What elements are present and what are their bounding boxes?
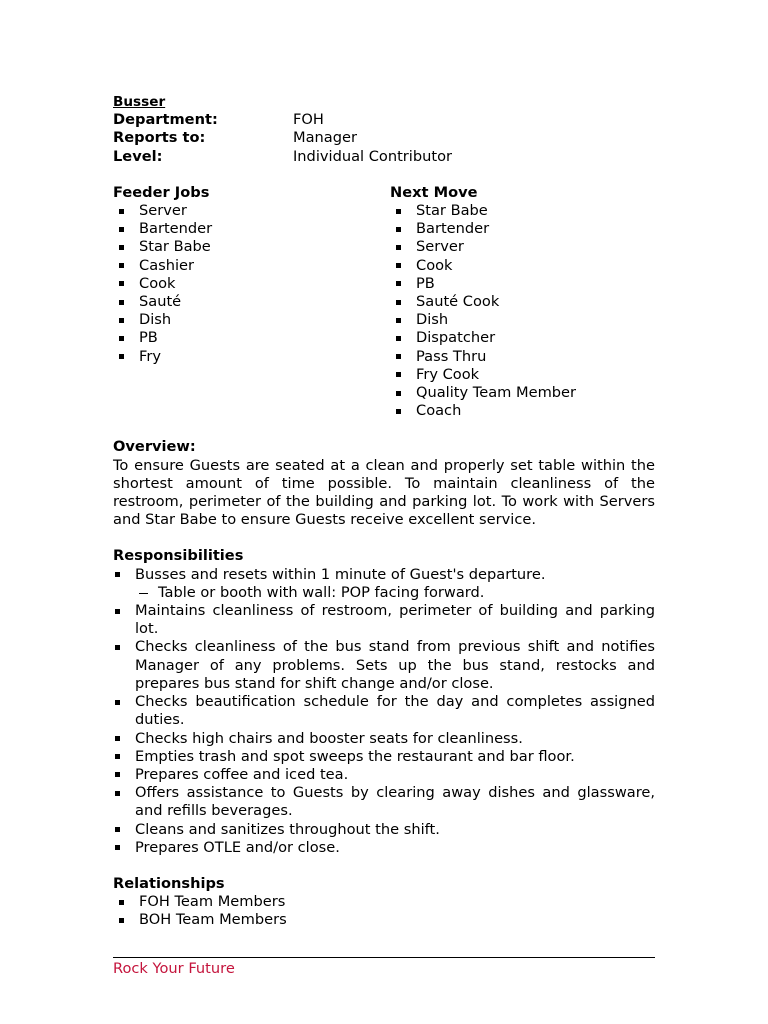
relationship-item: BOH Team Members	[113, 911, 655, 929]
next-move-section	[390, 184, 655, 421]
job-description	[113, 93, 655, 930]
feeder-job-item: Sauté	[113, 293, 390, 311]
responsibility-item: Checks beautification schedule for the day and completes assigned duties.	[113, 693, 655, 729]
responsibility-item: Busses and resets within 1 minute of Guest's departure.	[113, 566, 655, 584]
overview-heading: Overview:	[113, 438, 196, 456]
page-footer	[113, 957, 655, 978]
meta-value: FOH	[293, 111, 324, 129]
career-path	[113, 184, 655, 421]
responsibility-item: Prepares coffee and iced tea.	[113, 766, 655, 784]
overview-section	[113, 438, 655, 529]
responsibility-subitem: Table or booth with wall: POP facing forward.	[113, 584, 655, 602]
meta-row-reports-to	[113, 129, 655, 147]
feeder-job-item: Dish	[113, 311, 390, 329]
relationships-heading: Relationships	[113, 874, 225, 892]
meta-label: Department:	[113, 111, 218, 129]
responsibility-item: Cleans and sanitizes throughout the shift.	[113, 821, 655, 839]
relationships-list	[113, 893, 655, 929]
meta-row-level	[113, 148, 655, 166]
meta-value: Individual Contributor	[293, 147, 453, 165]
responsibility-item: Empties trash and spot sweeps the restaurant and bar floor.	[113, 748, 655, 766]
responsibilities-section	[113, 547, 655, 856]
meta-label: Reports to:	[113, 129, 206, 147]
relationships-section	[113, 875, 655, 930]
next-move-item: Cook	[390, 257, 655, 275]
next-move-list	[390, 202, 655, 420]
next-move-heading: Next Move	[390, 183, 478, 201]
feeder-job-item: PB	[113, 329, 390, 347]
next-move-item: PB	[390, 275, 655, 293]
next-move-item: Quality Team Member	[390, 384, 655, 402]
next-move-item: Pass Thru	[390, 348, 655, 366]
spacer	[113, 857, 655, 875]
feeder-job-item: Fry	[113, 348, 390, 366]
feeder-job-item: Bartender	[113, 220, 390, 238]
responsibility-item: Checks cleanliness of the bus stand from previous shift and notifies Manager of any problems. Sets up the bus stand, restocks and prepares bus stand for shift change and/or close.	[113, 638, 655, 693]
meta-block	[113, 111, 655, 166]
footer-text: Rock Your Future	[113, 960, 235, 977]
next-move-item: Dispatcher	[390, 329, 655, 347]
responsibility-item: Prepares OTLE and/or close.	[113, 839, 655, 857]
feeder-job-item: Star Babe	[113, 238, 390, 256]
feeder-job-item: Cashier	[113, 257, 390, 275]
overview-text: To ensure Guests are seated at a clean and properly set table within the shortest amount of time possible. To maintain cleanliness of the restroom, perimeter of the building and parking lot. To work with Servers and Star Babe to ensure Guests receive excellent service.	[113, 456, 655, 529]
meta-row-department	[113, 111, 655, 129]
relationship-item: FOH Team Members	[113, 893, 655, 911]
spacer	[113, 420, 655, 438]
job-title: Busser	[113, 94, 166, 110]
responsibility-item: Maintains cleanliness of restroom, perimeter of building and parking lot.	[113, 602, 655, 638]
next-move-item: Server	[390, 238, 655, 256]
spacer	[113, 166, 655, 184]
responsibilities-heading: Responsibilities	[113, 547, 244, 565]
next-move-item: Coach	[390, 402, 655, 420]
next-move-item: Bartender	[390, 220, 655, 238]
footer-divider	[113, 957, 655, 958]
feeder-job-item: Cook	[113, 275, 390, 293]
spacer	[113, 529, 655, 547]
responsibility-item: Checks high chairs and booster seats for cleanliness.	[113, 730, 655, 748]
feeder-jobs-section	[113, 184, 390, 421]
next-move-item: Dish	[390, 311, 655, 329]
next-move-item: Star Babe	[390, 202, 655, 220]
next-move-item: Fry Cook	[390, 366, 655, 384]
feeder-job-item: Server	[113, 202, 390, 220]
responsibilities-list	[113, 566, 655, 857]
meta-label: Level:	[113, 147, 163, 165]
meta-value: Manager	[293, 129, 357, 147]
next-move-item: Sauté Cook	[390, 293, 655, 311]
feeder-jobs-list	[113, 202, 390, 366]
feeder-jobs-heading: Feeder Jobs	[113, 183, 210, 201]
responsibility-item: Offers assistance to Guests by clearing away dishes and glassware, and refills beverages.	[113, 784, 655, 820]
